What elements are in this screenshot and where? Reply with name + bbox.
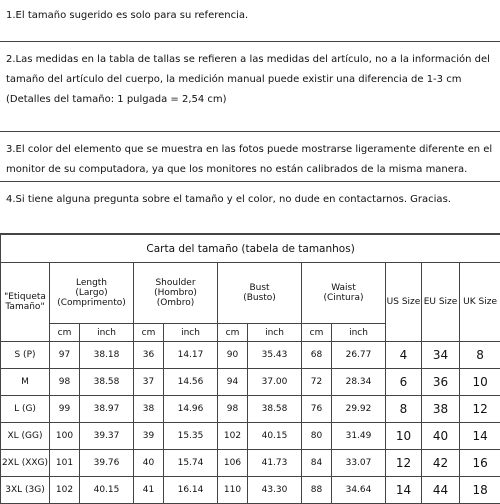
- uk-size-cell: 10: [460, 369, 500, 396]
- eu-size-header: EU Size: [422, 263, 460, 342]
- us-size-cell: 14: [386, 477, 422, 504]
- size-chart-table: [0, 234, 500, 504]
- uk-size-cell: 14: [460, 423, 500, 450]
- measure-cell: 14.96: [164, 396, 218, 423]
- us-size-cell: 12: [386, 450, 422, 477]
- measure-cell: 31.49: [332, 423, 386, 450]
- measure-cell: 37: [134, 369, 164, 396]
- measure-cell: 90: [218, 342, 248, 369]
- measure-cell: 15.74: [164, 450, 218, 477]
- note-1: 1.El tamaño sugerido es solo para su referencia.: [0, 0, 500, 42]
- unit-cm: cm: [302, 324, 332, 342]
- us-size-cell: 4: [386, 342, 422, 369]
- measure-cell: 39: [134, 423, 164, 450]
- measure-cell: 68: [302, 342, 332, 369]
- table-row: [1, 342, 500, 369]
- measure-cell: 35.43: [248, 342, 302, 369]
- waist-header: [302, 263, 386, 324]
- measure-cell: 40: [134, 450, 164, 477]
- label-header: "Etiqueta Tamaño": [1, 263, 50, 342]
- measure-cell: 110: [218, 477, 248, 504]
- bust-header: [218, 263, 302, 324]
- header-line: Waist: [302, 283, 385, 293]
- measure-cell: 38.18: [80, 342, 134, 369]
- header-line: Bust: [218, 283, 301, 293]
- uk-size-cell: 8: [460, 342, 500, 369]
- header-line: (Busto): [218, 293, 301, 303]
- measure-cell: 72: [302, 369, 332, 396]
- measure-cell: 38: [134, 396, 164, 423]
- note-3: 3.El color del elemento que se muestra en las fotos puede mostrarse ligeramente diferente en el monitor de su computadora, ya que los monitores no están calibrados de la misma manera.: [0, 132, 500, 182]
- measure-cell: 80: [302, 423, 332, 450]
- unit-cm: cm: [218, 324, 248, 342]
- measure-cell: 102: [218, 423, 248, 450]
- us-size-cell: 8: [386, 396, 422, 423]
- note-2: 2.Las medidas en la tabla de tallas se refieren a las medidas del artículo, no a la información del tamaño del artículo del cuerpo, la medición manual puede existir una diferencia de 1-3 cm (Detalles del tamaño: 1 pulgada = 2,54 cm): [0, 42, 500, 132]
- header-line: (Cintura): [302, 293, 385, 303]
- measure-cell: 39.76: [80, 450, 134, 477]
- measure-cell: 29.92: [332, 396, 386, 423]
- measure-cell: 88: [302, 477, 332, 504]
- uk-size-cell: 18: [460, 477, 500, 504]
- size-label: 3XL (3G): [1, 477, 50, 504]
- table-row: [1, 369, 500, 396]
- us-size-cell: 10: [386, 423, 422, 450]
- measure-cell: 15.35: [164, 423, 218, 450]
- us-size-cell: 6: [386, 369, 422, 396]
- unit-cm: cm: [50, 324, 80, 342]
- us-size-header: US Size: [386, 263, 422, 342]
- table-row: [1, 423, 500, 450]
- eu-size-cell: 40: [422, 423, 460, 450]
- header-line: (Hombro): [134, 288, 217, 298]
- size-label: L (G): [1, 396, 50, 423]
- header-line: (Ombro): [134, 298, 217, 308]
- length-header: [50, 263, 134, 324]
- measure-cell: 98: [218, 396, 248, 423]
- eu-size-cell: 38: [422, 396, 460, 423]
- measure-cell: 34.64: [332, 477, 386, 504]
- measure-cell: 76: [302, 396, 332, 423]
- size-label: XL (GG): [1, 423, 50, 450]
- measure-cell: 39.37: [80, 423, 134, 450]
- measure-cell: 98: [50, 369, 80, 396]
- size-label: 2XL (XXG): [1, 450, 50, 477]
- size-label: S (P): [1, 342, 50, 369]
- measure-cell: 102: [50, 477, 80, 504]
- table-row: [1, 450, 500, 477]
- measure-cell: 43.30: [248, 477, 302, 504]
- measure-cell: 38.97: [80, 396, 134, 423]
- header-line: Length: [50, 278, 133, 288]
- measure-cell: 14.17: [164, 342, 218, 369]
- uk-size-header: UK Size: [460, 263, 500, 342]
- measure-cell: 40.15: [80, 477, 134, 504]
- note-4: 4.Si tiene alguna pregunta sobre el tamaño y el color, no dude en contactarnos. Gracias.: [0, 182, 500, 234]
- table-row: [1, 396, 500, 423]
- measure-cell: 38.58: [80, 369, 134, 396]
- measure-cell: 37.00: [248, 369, 302, 396]
- table-row: [1, 477, 500, 504]
- table-title: Carta del tamaño (tabela de tamanhos): [1, 235, 500, 263]
- size-label: M: [1, 369, 50, 396]
- shoulder-header: [134, 263, 218, 324]
- measure-cell: 36: [134, 342, 164, 369]
- measure-cell: 38.58: [248, 396, 302, 423]
- unit-inch: inch: [164, 324, 218, 342]
- measure-cell: 101: [50, 450, 80, 477]
- uk-size-cell: 16: [460, 450, 500, 477]
- eu-size-cell: 34: [422, 342, 460, 369]
- measure-cell: 16.14: [164, 477, 218, 504]
- measure-cell: 33.07: [332, 450, 386, 477]
- uk-size-cell: 12: [460, 396, 500, 423]
- measure-cell: 14.56: [164, 369, 218, 396]
- measure-cell: 26.77: [332, 342, 386, 369]
- measure-cell: 99: [50, 396, 80, 423]
- measure-cell: 106: [218, 450, 248, 477]
- header-line: (Largo): [50, 288, 133, 298]
- unit-cm: cm: [134, 324, 164, 342]
- measure-cell: 28.34: [332, 369, 386, 396]
- measure-cell: 84: [302, 450, 332, 477]
- eu-size-cell: 44: [422, 477, 460, 504]
- measure-cell: 100: [50, 423, 80, 450]
- measure-cell: 94: [218, 369, 248, 396]
- unit-inch: inch: [332, 324, 386, 342]
- eu-size-cell: 42: [422, 450, 460, 477]
- eu-size-cell: 36: [422, 369, 460, 396]
- unit-inch: inch: [248, 324, 302, 342]
- header-line: Shoulder: [134, 278, 217, 288]
- unit-inch: inch: [80, 324, 134, 342]
- measure-cell: 97: [50, 342, 80, 369]
- measure-cell: 41: [134, 477, 164, 504]
- measure-cell: 41.73: [248, 450, 302, 477]
- measure-cell: 40.15: [248, 423, 302, 450]
- header-line: (Comprimento): [50, 298, 133, 308]
